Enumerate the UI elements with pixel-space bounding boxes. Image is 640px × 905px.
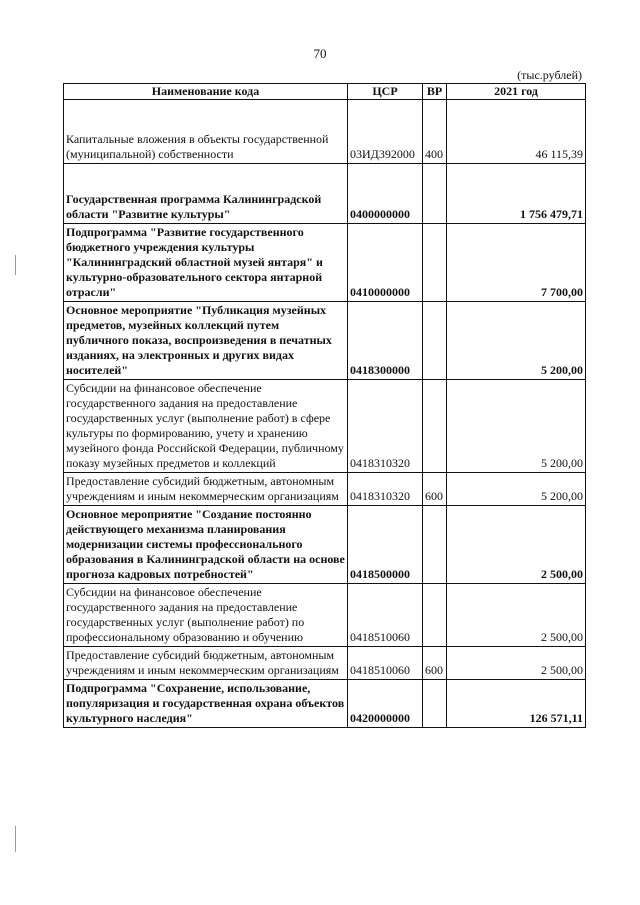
row-vr: 400 — [423, 100, 447, 164]
table-row — [64, 647, 586, 680]
header-csr: ЦСР — [348, 84, 423, 100]
table-row — [64, 680, 586, 728]
row-amount: 1 756 479,71 — [447, 164, 586, 224]
row-name: Подпрограмма "Сохранение, использование, популяризация и государственная охрана объектов культурного наследия" — [64, 680, 348, 728]
budget-table — [63, 83, 586, 728]
row-vr — [423, 506, 447, 584]
row-amount: 5 200,00 — [447, 380, 586, 473]
table-row — [64, 380, 586, 473]
row-amount: 126 571,11 — [447, 680, 586, 728]
row-csr: 0418500000 — [348, 506, 423, 584]
header-name: Наименование кода — [64, 84, 348, 100]
row-amount: 7 700,00 — [447, 224, 586, 302]
row-amount: 46 115,39 — [447, 100, 586, 164]
row-csr: 0410000000 — [348, 224, 423, 302]
table-row — [64, 584, 586, 647]
table-row — [64, 164, 586, 224]
row-name: Подпрограмма "Развитие государственного бюджетного учреждения культуры "Калининградский областной музей янтаря" и культурно-образовательного сектора янтарной отрасли" — [64, 224, 348, 302]
row-csr: 03ИД392000 — [348, 100, 423, 164]
margin-mark-bottom — [15, 826, 16, 852]
row-csr: 0400000000 — [348, 164, 423, 224]
row-vr: 600 — [423, 473, 447, 506]
table-row — [64, 506, 586, 584]
row-csr: 0418300000 — [348, 302, 423, 380]
table-header-row — [64, 84, 586, 100]
row-csr: 0418310320 — [348, 473, 423, 506]
row-amount: 2 500,00 — [447, 584, 586, 647]
row-amount: 2 500,00 — [447, 506, 586, 584]
row-name: Основное мероприятие "Создание постоянно действующего механизма планирования модернизации системы профессионального образования в Калининградской области на основе прогноза кадровых потребностей" — [64, 506, 348, 584]
row-vr — [423, 224, 447, 302]
page-number: 70 — [313, 46, 327, 61]
row-vr — [423, 380, 447, 473]
table-row — [64, 224, 586, 302]
row-amount: 5 200,00 — [447, 473, 586, 506]
row-name: Основное мероприятие "Публикация музейных предметов, музейных коллекций путем публичного показа, воспроизведения в печатных изданиях, на электронных и других видах носителей" — [64, 302, 348, 380]
row-csr: 0420000000 — [348, 680, 423, 728]
row-vr — [423, 584, 447, 647]
row-name: Субсидии на финансовое обеспечение государственного задания на предоставление государственных услуг (выполнение работ) по профессиональному образованию и обучению — [64, 584, 348, 647]
row-name: Предоставление субсидий бюджетным, автономным учреждениям и иным некоммерческим организациям — [64, 647, 348, 680]
row-csr: 0418510060 — [348, 584, 423, 647]
row-name: Субсидии на финансовое обеспечение государственного задания на предоставление государственных услуг (выполнение работ) в сфере культуры по формированию, учету и хранению музейного фонда Российской Федерации, публичному показу музейных предметов и коллекций — [64, 380, 348, 473]
row-vr: 600 — [423, 647, 447, 680]
header-vr: ВР — [423, 84, 447, 100]
row-name: Государственная программа Калининградской области "Развитие культуры" — [64, 164, 348, 224]
units-label: (тыс.рублей) — [517, 68, 582, 82]
row-csr: 0418310320 — [348, 380, 423, 473]
row-name: Предоставление субсидий бюджетным, автономным учреждениям и иным некоммерческим организациям — [64, 473, 348, 506]
table-row — [64, 100, 586, 164]
table-row — [64, 302, 586, 380]
margin-mark-top — [15, 255, 16, 275]
row-vr — [423, 302, 447, 380]
row-amount: 2 500,00 — [447, 647, 586, 680]
header-year: 2021 год — [447, 84, 586, 100]
table-row — [64, 473, 586, 506]
row-csr: 0418510060 — [348, 647, 423, 680]
row-name: Капитальные вложения в объекты государственной (муниципальной) собственности — [64, 100, 348, 164]
row-amount: 5 200,00 — [447, 302, 586, 380]
row-vr — [423, 680, 447, 728]
row-vr — [423, 164, 447, 224]
